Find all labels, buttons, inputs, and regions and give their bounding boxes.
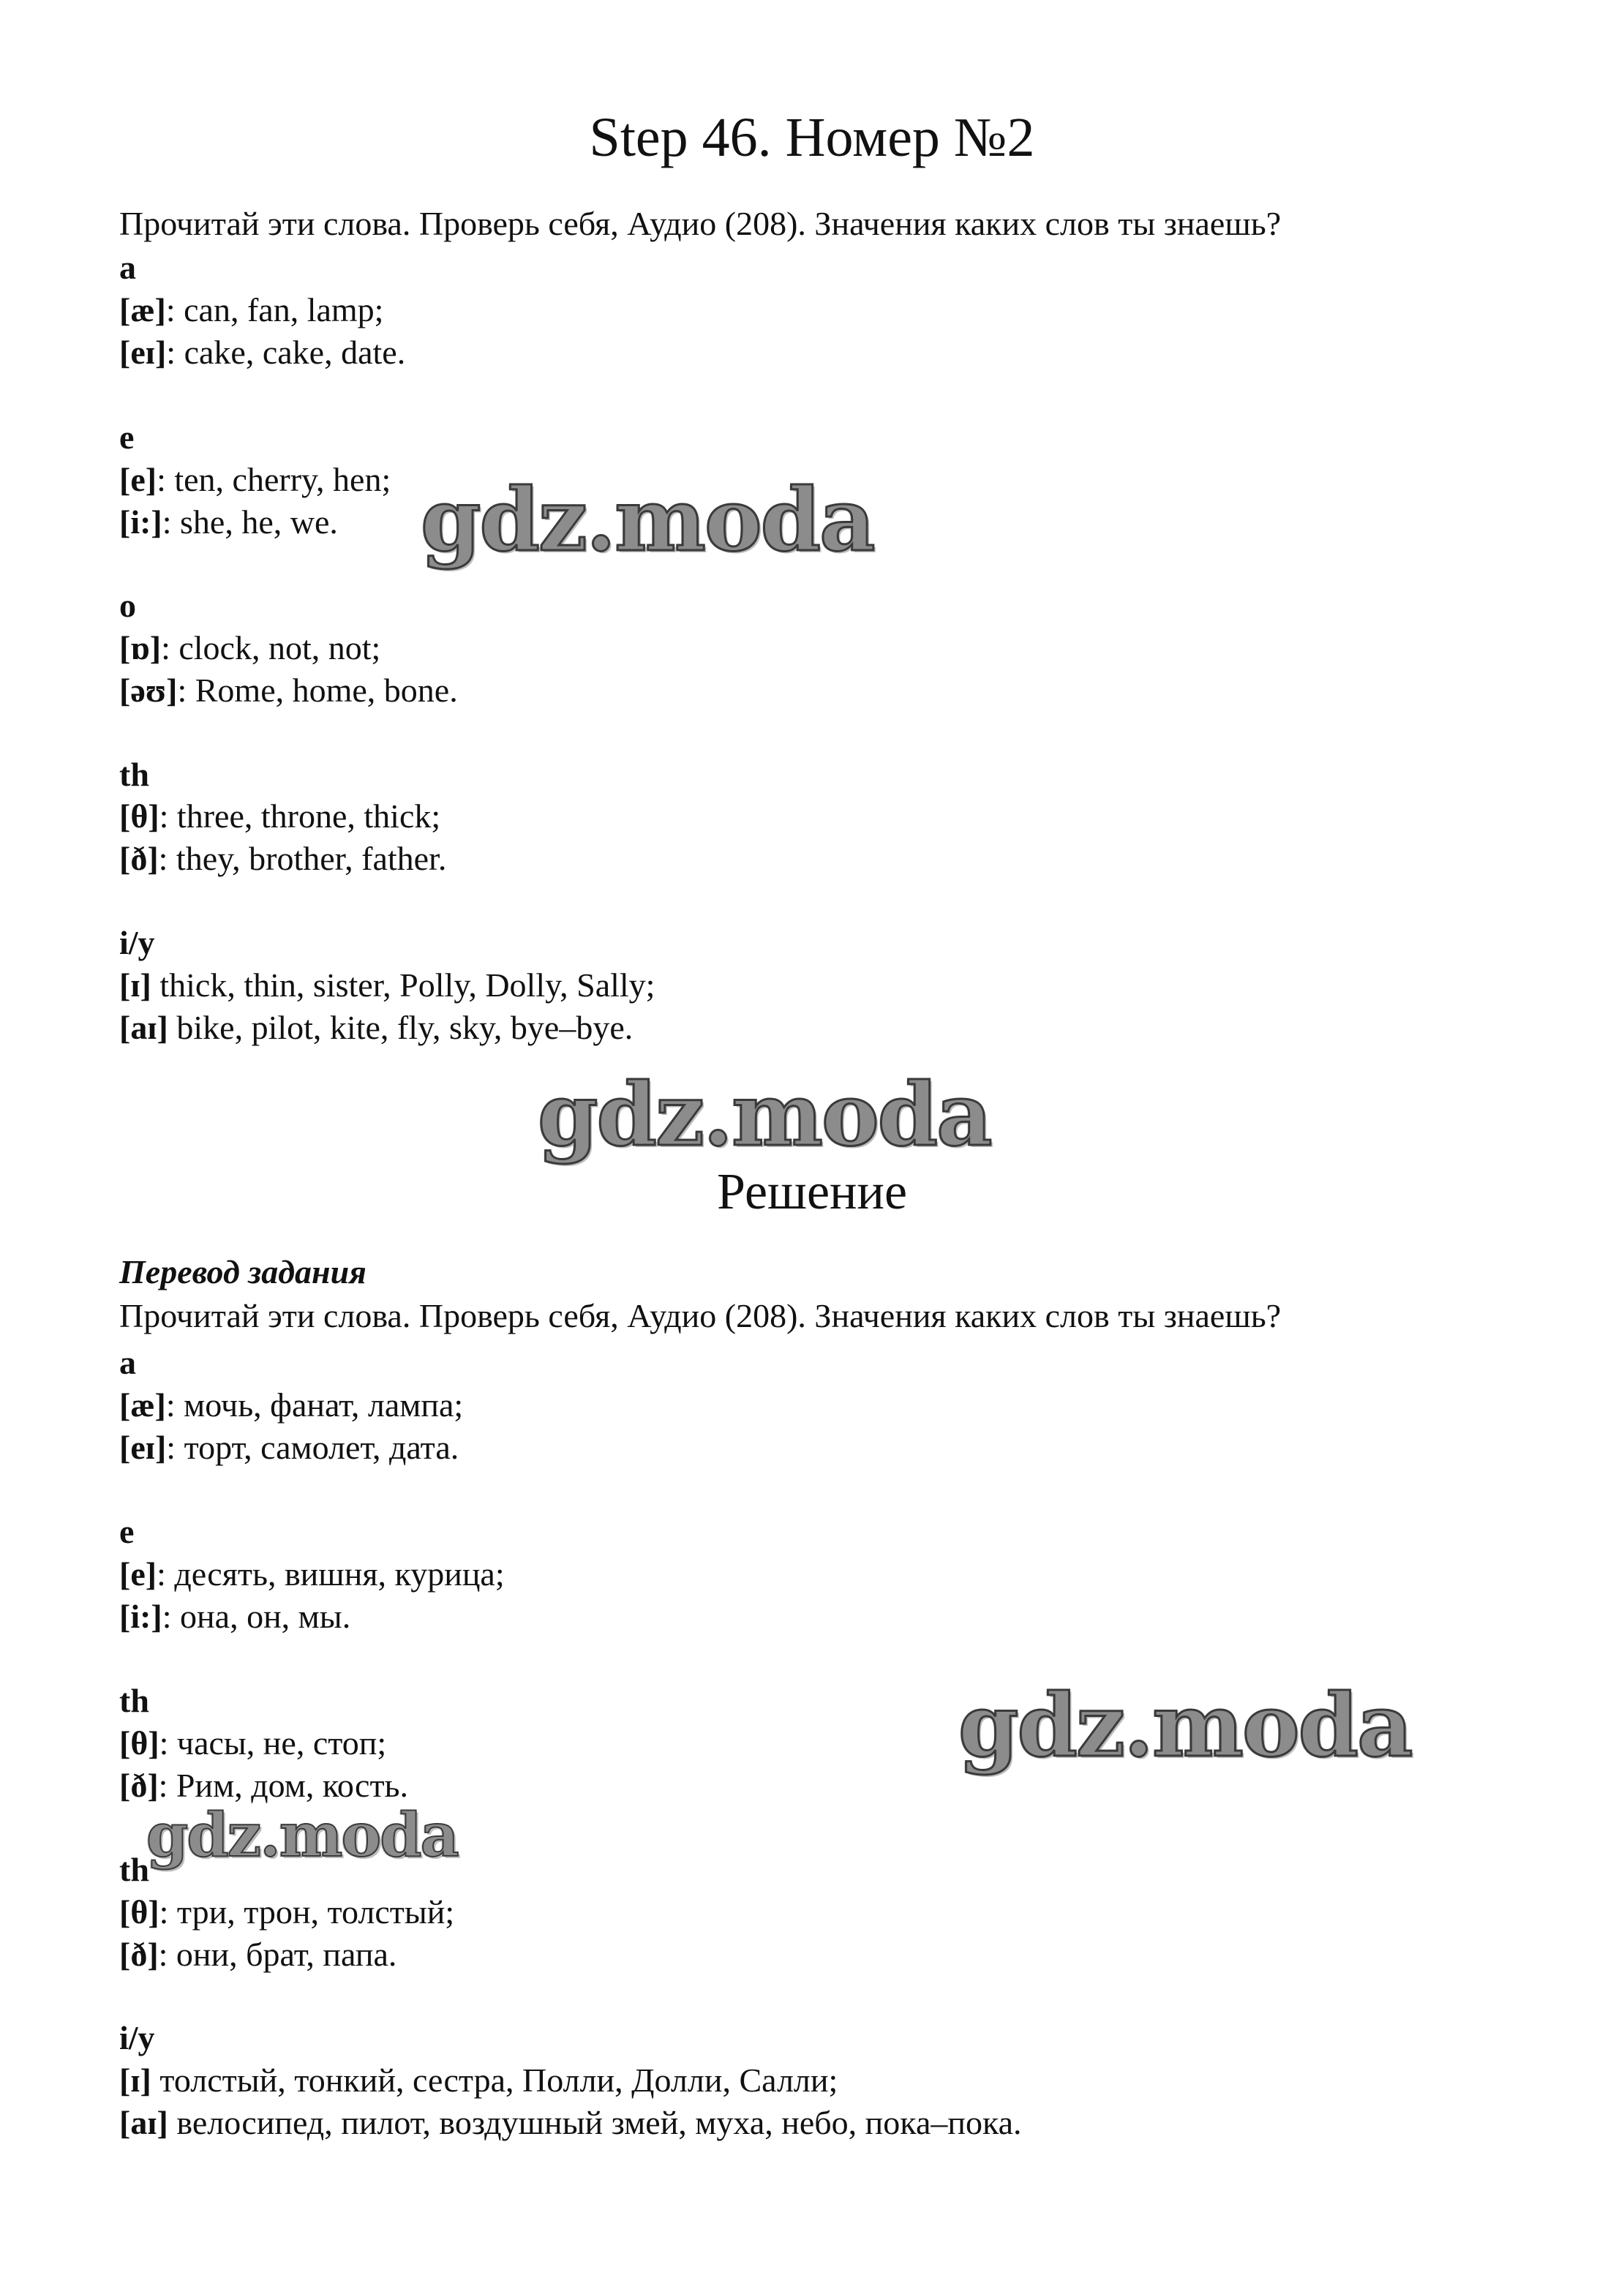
- word-list: : ten, cherry, hen;: [157, 461, 391, 498]
- word-list: толстый, тонкий, сестра, Полли, Долли, Салли;: [151, 2061, 838, 2099]
- phoneme: [aɪ]: [119, 2104, 168, 2141]
- word-list: : cake, cake, date.: [166, 334, 406, 371]
- word-list: : Рим, дом, кость.: [158, 1767, 409, 1804]
- phoneme: [θ]: [119, 1724, 159, 1762]
- phoneme: [ð]: [119, 1767, 159, 1804]
- phonetic-row: [119, 674, 458, 707]
- phoneme: [əʊ]: [119, 672, 178, 709]
- phoneme: [θ]: [119, 797, 159, 835]
- word-list: : three, throne, thick;: [159, 797, 441, 835]
- phoneme: [eɪ]: [119, 334, 167, 371]
- section-letter: th: [119, 1851, 149, 1888]
- section-letter: e: [119, 418, 135, 456]
- word-list: : торт, самолет, дата.: [166, 1429, 459, 1466]
- section-letter: th: [119, 1682, 149, 1719]
- word-list: : часы, не, стоп;: [159, 1724, 387, 1762]
- phoneme: [æ]: [119, 291, 166, 328]
- phoneme: [ɒ]: [119, 629, 162, 666]
- phoneme: [ɪ]: [119, 966, 151, 1004]
- phonetic-row: [119, 463, 391, 497]
- phoneme: [θ]: [119, 1893, 159, 1931]
- phoneme: [eɪ]: [119, 1429, 167, 1466]
- page-title: Step 46. Номер №2: [589, 107, 1035, 168]
- section-letter: o: [119, 587, 136, 624]
- phoneme: [ð]: [119, 840, 159, 877]
- phoneme: [ɪ]: [119, 2061, 151, 2099]
- word-list: : она, он, мы.: [162, 1598, 351, 1635]
- phonetic-row: [119, 1431, 459, 1465]
- phonetic-row: [119, 1600, 350, 1634]
- phonetic-row: [119, 1011, 633, 1045]
- section-letter: th: [119, 756, 149, 793]
- word-list: : мочь, фанат, лампа;: [165, 1386, 464, 1424]
- translation-heading: Перевод задания: [119, 1253, 366, 1290]
- phoneme: [e]: [119, 461, 157, 498]
- section-letter: a: [119, 1344, 136, 1381]
- instruction: Прочитай эти слова. Проверь себя, Аудио (208). Значения каких слов ты знаешь?: [119, 205, 1282, 242]
- word-list: : can, fan, lamp;: [165, 291, 384, 328]
- phonetic-row: [119, 2061, 838, 2099]
- word-list: : три, трон, толстый;: [159, 1893, 455, 1931]
- word-list: велосипед, пилот, воздушный змей, муха, небо, пока–пока.: [168, 2104, 1022, 2141]
- phonetic-row: [119, 1895, 454, 1929]
- watermark-logo: gdz.moda: [958, 1675, 1412, 1776]
- section-letter: i/y: [119, 924, 155, 961]
- watermark-logo: gdz.moda: [421, 469, 874, 571]
- phonetic-row: [119, 1726, 386, 1760]
- word-list: : они, брат, папа.: [158, 1936, 397, 1973]
- word-list: bike, pilot, kite, fly, sky, bye–bye.: [168, 1009, 634, 1046]
- phonetic-row: [119, 797, 441, 835]
- translation-instruction: Прочитай эти слова. Проверь себя, Аудио (208). Значения каких слов ты знаешь?: [119, 1297, 1282, 1334]
- phoneme: [i:]: [119, 503, 162, 541]
- phoneme: [i:]: [119, 1598, 162, 1635]
- watermark-logo: gdz.moda: [146, 1800, 458, 1871]
- phoneme: [aɪ]: [119, 1009, 168, 1046]
- phoneme: [ð]: [119, 1936, 159, 1973]
- word-list: : clock, not, not;: [161, 629, 381, 666]
- word-list: : Rome, home, bone.: [177, 672, 458, 709]
- section-letter: a: [119, 249, 136, 286]
- solution-title: Решение: [716, 1164, 908, 1220]
- phonetic-row: [119, 2106, 1022, 2140]
- section-letter: e: [119, 1513, 135, 1550]
- word-list: : they, brother, father.: [158, 840, 447, 877]
- phonetic-row: [119, 1388, 463, 1422]
- word-list: thick, thin, sister, Polly, Dolly, Sally;: [151, 966, 655, 1004]
- phonetic-row: [119, 505, 338, 539]
- phonetic-row: [119, 1769, 408, 1803]
- word-list: : she, he, we.: [162, 503, 338, 541]
- watermark-logo: gdz.moda: [538, 1064, 991, 1165]
- section-letter: i/y: [119, 2019, 155, 2056]
- phonetic-row: [119, 842, 446, 876]
- phoneme: [æ]: [119, 1386, 166, 1424]
- phonetic-row: [119, 293, 383, 327]
- phonetic-row: [119, 966, 655, 1004]
- phonetic-row: [119, 1557, 505, 1591]
- phonetic-row: [119, 631, 380, 665]
- phonetic-row: [119, 1938, 396, 1972]
- phonetic-row: [119, 336, 405, 369]
- phoneme: [e]: [119, 1555, 157, 1593]
- word-list: : десять, вишня, курица;: [157, 1555, 505, 1593]
